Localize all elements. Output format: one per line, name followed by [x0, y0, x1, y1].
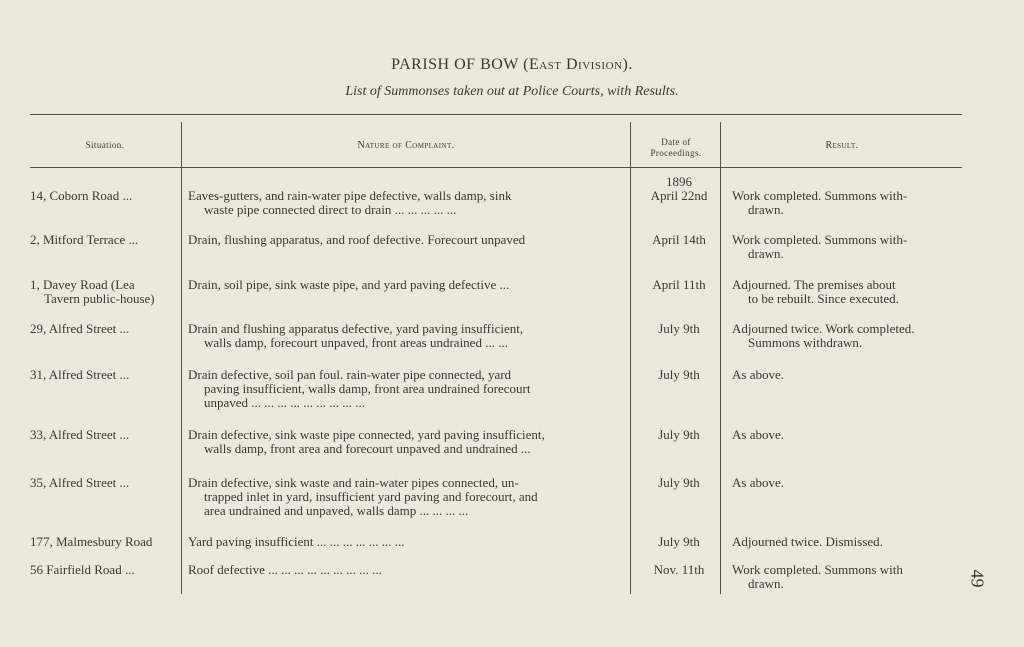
- row-result-line: As above.: [732, 367, 784, 382]
- row-complaint-line: Drain defective, sink waste pipe connected, yard paving insufficient,: [188, 427, 545, 442]
- row-date: [634, 535, 724, 549]
- row-situation: [30, 535, 178, 549]
- row-result-line: Work completed. Summons with: [732, 562, 903, 577]
- row-complaint-line: unpaved ... ... ... ... ... ... ... ... ...: [204, 395, 366, 410]
- row-result-line: Work completed. Summons with-: [732, 188, 908, 203]
- year-label: 1896: [666, 174, 692, 189]
- row-complaint-line: Drain and flushing apparatus defective, yard paving insufficient,: [188, 321, 524, 336]
- row-result: [732, 189, 972, 217]
- row-complaint-line: Drain defective, soil pan foul. rain-water pipe connected, yard: [188, 367, 512, 382]
- row-result-line: Adjourned. The premises about: [732, 277, 896, 292]
- row-complaint-line: waste pipe connected direct to drain ... ... ... ... ...: [204, 202, 457, 217]
- header-date-line2: Proceedings.: [650, 148, 702, 158]
- row-date: [634, 322, 724, 336]
- row-complaint: [188, 189, 628, 217]
- top-rule: [30, 114, 962, 115]
- row-date-line: Nov. 11th: [653, 562, 705, 577]
- row-situation: [30, 563, 178, 577]
- row-situation: [30, 428, 178, 442]
- row-situation: [30, 278, 178, 306]
- row-date: [634, 278, 724, 292]
- header-date: [632, 137, 720, 159]
- row-date-line: July 9th: [658, 321, 700, 336]
- row-result: [732, 563, 972, 591]
- row-complaint-line: Drain, soil pipe, sink waste pipe, and yard paving defective ...: [188, 277, 510, 292]
- row-complaint-line: area undrained and unpaved, walls damp ... ... ... ...: [204, 503, 469, 518]
- row-situation-line: 31, Alfred Street ...: [30, 367, 130, 382]
- header-situation: Situation.: [85, 140, 125, 150]
- row-complaint: [188, 322, 628, 350]
- row-result-line: As above.: [732, 475, 784, 490]
- page-subtitle: List of Summonses taken out at Police Courts, with Results.: [345, 84, 679, 99]
- row-date-line: April 22nd: [650, 188, 708, 203]
- row-date-line: July 9th: [658, 427, 700, 442]
- row-situation: [30, 476, 178, 490]
- row-complaint-line: Drain defective, sink waste and rain-water pipes connected, un-: [188, 475, 519, 490]
- row-result-line: Adjourned twice. Work completed.: [732, 321, 915, 336]
- row-date: [634, 563, 724, 577]
- row-date-line: July 9th: [658, 534, 700, 549]
- row-situation: [30, 322, 178, 336]
- row-result-line: drawn.: [748, 246, 784, 261]
- header-date-line1: Date of: [661, 137, 691, 147]
- row-result-line: drawn.: [748, 576, 784, 591]
- row-situation-line: 177, Malmesbury Road: [30, 534, 153, 549]
- row-complaint-line: Roof defective ... ... ... ... ... ... ... ... ...: [188, 562, 382, 577]
- row-complaint-line: Eaves-gutters, and rain-water pipe defective, walls damp, sink: [188, 188, 512, 203]
- row-complaint-line: paving insufficient, walls damp, front area undrained forecourt: [204, 381, 531, 396]
- title-main: PARISH OF BOW: [391, 56, 519, 73]
- row-complaint-line: Yard paving insufficient ... ... ... ... ... ... ...: [188, 534, 405, 549]
- row-result-line: to be rebuilt. Since executed.: [748, 291, 899, 306]
- row-complaint-line: Drain, flushing apparatus, and roof defective. Forecourt unpaved: [188, 232, 526, 247]
- row-complaint: [188, 476, 628, 518]
- row-situation-line: Tavern public-house): [44, 291, 155, 306]
- row-date: [634, 428, 724, 442]
- row-date-line: July 9th: [658, 475, 700, 490]
- row-situation: [30, 189, 178, 203]
- row-date: [634, 233, 724, 247]
- row-date-line: April 14th: [652, 232, 706, 247]
- row-complaint-line: walls damp, forecourt unpaved, front areas undrained ... ...: [204, 335, 508, 350]
- row-complaint: [188, 278, 628, 292]
- row-result: [732, 322, 972, 350]
- column-divider-1: [181, 122, 182, 594]
- row-situation-line: 1, Davey Road (Lea: [30, 277, 135, 292]
- row-result: [732, 233, 972, 261]
- row-situation: [30, 368, 178, 382]
- row-situation-line: 56 Fairfield Road ...: [30, 562, 135, 577]
- row-complaint: [188, 563, 628, 577]
- title-division: (East Division).: [523, 56, 633, 73]
- row-date-line: April 11th: [652, 277, 706, 292]
- row-complaint: [188, 428, 628, 456]
- row-result: [732, 428, 972, 442]
- row-date-line: July 9th: [658, 367, 700, 382]
- page-title: [0, 56, 1024, 74]
- header-nature: Nature of Complaint.: [357, 140, 455, 151]
- row-situation: [30, 233, 178, 247]
- row-date: [634, 189, 724, 203]
- row-result-line: Summons withdrawn.: [748, 335, 863, 350]
- page-number: 49: [967, 569, 988, 588]
- row-complaint: [188, 368, 628, 410]
- row-situation-line: 33, Alfred Street ...: [30, 427, 130, 442]
- row-result: [732, 535, 972, 549]
- row-date: [634, 476, 724, 490]
- row-result: [732, 476, 972, 490]
- header-result: Result.: [825, 140, 859, 151]
- row-result: [732, 368, 972, 382]
- row-complaint-line: trapped inlet in yard, insufficient yard paving and forecourt, and: [204, 489, 538, 504]
- row-result-line: Adjourned twice. Dismissed.: [732, 534, 883, 549]
- row-complaint: [188, 535, 628, 549]
- row-complaint: [188, 233, 628, 247]
- column-divider-2: [630, 122, 631, 594]
- row-situation-line: 35, Alfred Street ...: [30, 475, 130, 490]
- row-result-line: As above.: [732, 427, 784, 442]
- row-result: [732, 278, 972, 306]
- row-complaint-line: walls damp, front area and forecourt unpaved and undrained ...: [204, 441, 531, 456]
- row-result-line: drawn.: [748, 202, 784, 217]
- row-situation-line: 2, Mitford Terrace ...: [30, 232, 139, 247]
- row-result-line: Work completed. Summons with-: [732, 232, 908, 247]
- row-situation-line: 14, Coborn Road ...: [30, 188, 133, 203]
- row-situation-line: 29, Alfred Street ...: [30, 321, 130, 336]
- row-date: [634, 368, 724, 382]
- header-rule: [30, 167, 962, 168]
